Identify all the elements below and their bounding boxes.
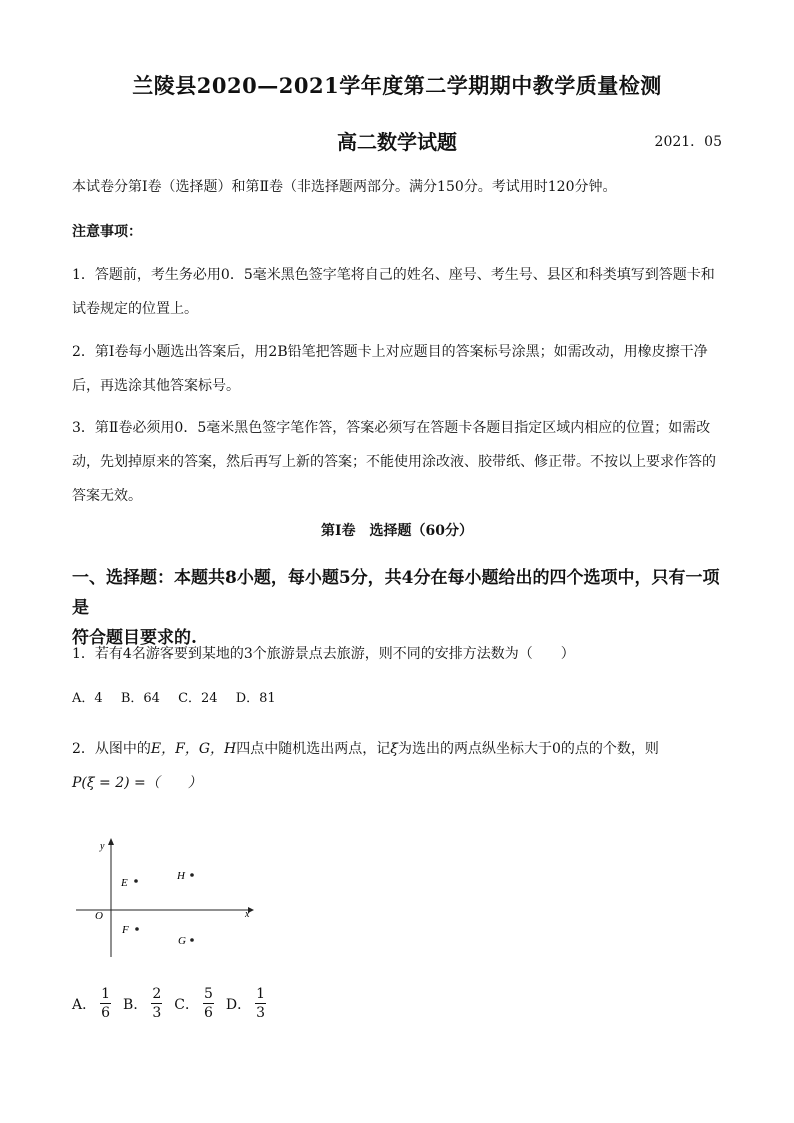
x-axis-label: x xyxy=(245,909,250,920)
point-f xyxy=(135,927,139,931)
option-b-denominator: 3 xyxy=(152,1005,162,1021)
option-c-label: C． xyxy=(174,996,199,1013)
y-axis-arrow xyxy=(108,838,114,845)
note-1-line2: 试卷规定的位置上。 xyxy=(72,301,198,317)
point-f-label: F xyxy=(122,924,129,936)
question-2-option-b[interactable] xyxy=(123,985,166,1022)
question-2-stem-c: 为选出的两点纵坐标大于0的点的个数，则 xyxy=(397,741,659,757)
option-a-denominator: 6 xyxy=(101,1005,111,1021)
question-1-stem: 1．若有4名游客要到某地的3个旅游景点去旅游，则不同的安排方法数为（ ） xyxy=(72,646,575,662)
notes-heading: 注意事项： xyxy=(72,224,142,240)
option-c-fraction xyxy=(203,985,214,1022)
note-2 xyxy=(72,335,724,403)
option-d-denominator: 3 xyxy=(256,1005,266,1021)
question-1-option-a[interactable]: A．4 xyxy=(72,691,103,706)
section-heading: 第Ⅰ卷 选择题（60分） xyxy=(320,523,474,539)
option-d-label: D． xyxy=(225,996,252,1013)
question-2-probability: P(ξ = 2) =（ ） xyxy=(72,775,202,791)
option-b-numerator: 2 xyxy=(152,986,162,1002)
option-c-numerator: 5 xyxy=(203,986,213,1002)
option-d-fraction xyxy=(255,985,266,1022)
point-g-label: G xyxy=(178,935,186,947)
option-b-label: B． xyxy=(123,996,148,1013)
question-2-stem-b: 四点中随机选出两点，记 xyxy=(236,741,391,757)
point-e xyxy=(134,879,138,883)
option-a-fraction xyxy=(100,985,111,1022)
question-2-option-d[interactable] xyxy=(226,985,270,1022)
y-axis-label: y xyxy=(100,841,105,852)
option-b-fraction xyxy=(151,985,162,1022)
option-a-numerator: 1 xyxy=(101,986,111,1002)
question-2-options xyxy=(72,985,278,1022)
note-2-line1: 2．第Ⅰ卷每小题选出答案后，用2B铅笔把答题卡上对应题目的答案标号涂黑；如需改动，用橡皮擦干净 xyxy=(72,344,708,360)
question-1-option-d[interactable]: D．81 xyxy=(235,691,276,706)
intro-text: 本试卷分第Ⅰ卷（选择题）和第Ⅱ卷（非选择题两部分。满分150分。考试用时120分钟。 xyxy=(72,179,617,195)
note-1-line1: 1．答题前，考生务必用0．5毫米黑色签字笔将自己的姓名、座号、考生号、县区和科类填写到答题卡和 xyxy=(72,267,715,283)
option-c-denominator: 6 xyxy=(203,1005,213,1021)
question-1-option-c[interactable]: C．24 xyxy=(178,691,218,706)
option-d-numerator: 1 xyxy=(256,986,266,1002)
question-2-option-c[interactable] xyxy=(174,985,218,1022)
note-3-line1: 3．第Ⅱ卷必须用0．5毫米黑色签字笔作答，答案必须写在答题卡各题目指定区域内相应的位置；如需改 xyxy=(72,420,711,436)
question-2-points: E，F，G，H xyxy=(150,741,237,757)
question-2-option-a[interactable] xyxy=(72,985,115,1022)
origin-label: O xyxy=(95,910,103,922)
option-a-label: A． xyxy=(72,996,97,1013)
exam-subtitle: 高二数学试题 xyxy=(337,130,457,154)
exam-title: 兰陵县2020—2021学年度第二学期期中教学质量检测 xyxy=(132,73,662,98)
note-2-line2: 后，再选涂其他答案标号。 xyxy=(72,378,240,394)
point-h-label: H xyxy=(177,870,185,882)
section-instruction-line1: 一、选择题：本题共8小题，每小题5分，共4分在每小题给出的四个选项中，只有一项是 xyxy=(72,568,720,618)
section-instruction-line2: 符合题目要求的. xyxy=(72,628,197,648)
question-2-figure xyxy=(70,835,260,960)
note-1 xyxy=(72,258,724,326)
note-3-line3: 答案无效。 xyxy=(72,488,142,504)
point-h xyxy=(190,873,194,877)
note-3 xyxy=(72,411,724,513)
point-e-label: E xyxy=(121,877,128,889)
question-1-option-b[interactable]: B．64 xyxy=(120,691,160,706)
question-2-xi: ξ xyxy=(390,741,398,757)
exam-date: 2021．05 xyxy=(654,134,722,150)
note-3-line2: 动，先划掉原来的答案，然后再写上新的答案；不能使用涂改液、胶带纸、修正带。不按以上要求作答的 xyxy=(72,454,716,470)
point-g xyxy=(190,938,194,942)
question-2-stem-a: 2．从图中的 xyxy=(72,741,151,757)
question-2-stem xyxy=(72,732,724,766)
question-1-options xyxy=(72,687,290,706)
